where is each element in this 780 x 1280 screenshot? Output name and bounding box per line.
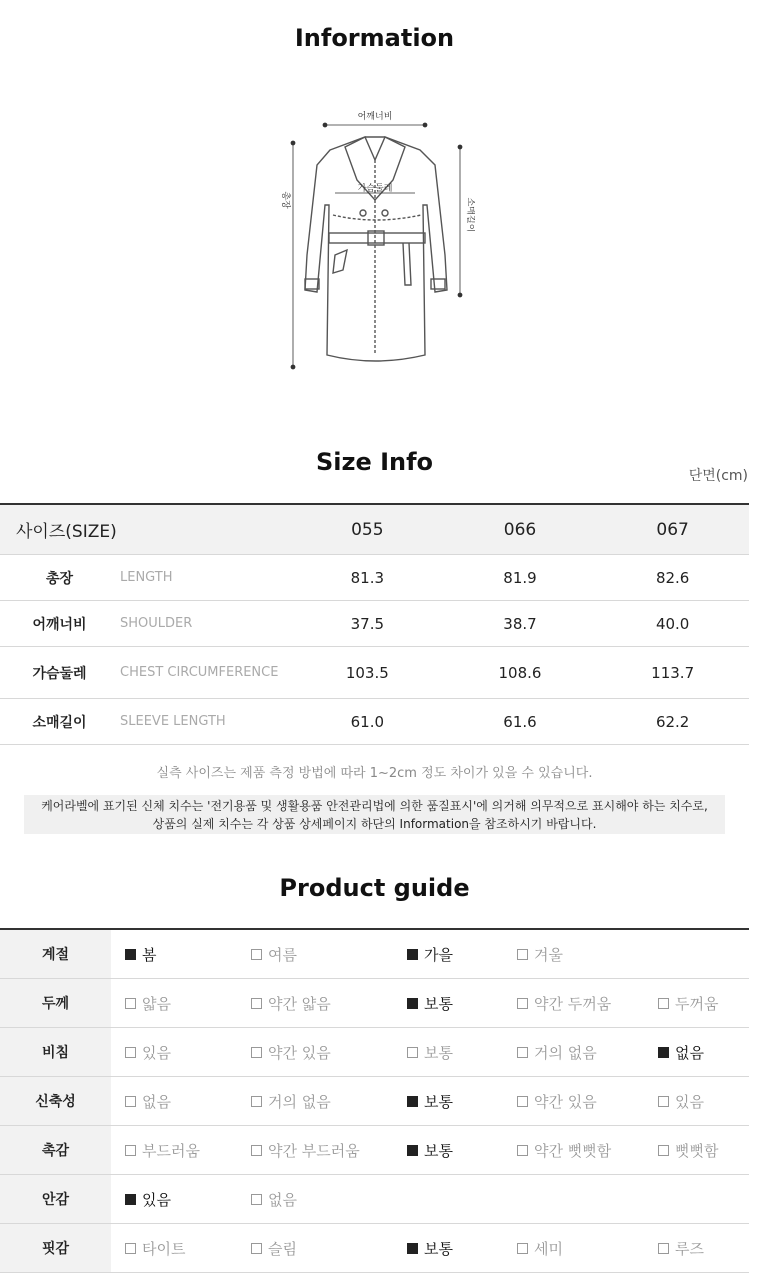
- checked-box-icon: [658, 1047, 669, 1058]
- unchecked-box-icon: [517, 1047, 528, 1058]
- unchecked-box-icon: [658, 1096, 669, 1107]
- guide-option: [237, 1028, 393, 1077]
- size-header-label: 사이즈(SIZE): [0, 504, 291, 555]
- guide-option: [393, 1028, 503, 1077]
- table-row: [0, 647, 749, 699]
- guide-option: [111, 979, 237, 1028]
- table-row: [0, 699, 749, 745]
- information-title: Information: [294, 24, 455, 52]
- guide-option-label: 겨울: [534, 945, 563, 964]
- guide-option: [111, 1224, 237, 1273]
- guide-option: [503, 1028, 644, 1077]
- guide-option-label: 약간 얇음: [268, 994, 331, 1013]
- guide-option: [503, 1077, 644, 1126]
- unchecked-box-icon: [407, 1047, 418, 1058]
- guide-row: [0, 929, 749, 979]
- guide-option: [644, 1224, 749, 1273]
- guide-category: 안감: [0, 1175, 111, 1224]
- guide-option-label: 뻣뻣함: [675, 1141, 719, 1160]
- guide-option-label: 보통: [424, 1141, 453, 1160]
- guide-option-label: 약간 부드러움: [268, 1141, 360, 1160]
- guide-option: [237, 979, 393, 1028]
- row-label-ko: 가슴둘레: [0, 647, 119, 699]
- guide-row: [0, 979, 749, 1028]
- row-label-en: SLEEVE LENGTH: [119, 699, 291, 745]
- checked-box-icon: [125, 1194, 136, 1205]
- length-label: 총장: [280, 191, 290, 209]
- guide-row: [0, 1175, 749, 1224]
- cell-value: 61.0: [291, 699, 444, 745]
- guide-option: [237, 1077, 393, 1126]
- guide-option: [111, 1077, 237, 1126]
- unchecked-box-icon: [125, 1145, 136, 1156]
- product-guide-title: Product guide: [279, 874, 470, 902]
- guide-category: 비침: [0, 1028, 111, 1077]
- guide-category: 핏감: [0, 1224, 111, 1273]
- size-info-title: Size Info: [315, 448, 434, 476]
- size-table: [0, 503, 749, 745]
- checked-box-icon: [407, 949, 418, 960]
- guide-option-label: 없음: [675, 1043, 704, 1062]
- unchecked-box-icon: [251, 1194, 262, 1205]
- guide-option-label: 있음: [142, 1190, 171, 1209]
- cell-value: 40.0: [596, 601, 749, 647]
- guide-option-label: 루즈: [675, 1239, 704, 1258]
- guide-option: [644, 929, 749, 979]
- checked-box-icon: [125, 949, 136, 960]
- row-label-ko: 소매길이: [0, 699, 119, 745]
- guide-option: [503, 1126, 644, 1175]
- checked-box-icon: [407, 1145, 418, 1156]
- unchecked-box-icon: [251, 1096, 262, 1107]
- cell-value: 38.7: [444, 601, 597, 647]
- row-label-ko: 총장: [0, 555, 119, 601]
- guide-option-label: 두꺼움: [675, 994, 719, 1013]
- unchecked-box-icon: [251, 998, 262, 1009]
- cell-value: 37.5: [291, 601, 444, 647]
- guide-option: [111, 929, 237, 979]
- guide-option: [393, 929, 503, 979]
- guide-option-label: 보통: [424, 1239, 453, 1258]
- cell-value: 108.6: [444, 647, 597, 699]
- guide-option: [644, 1126, 749, 1175]
- guide-option: [393, 1224, 503, 1273]
- guide-row: [0, 1224, 749, 1273]
- guide-option: [111, 1126, 237, 1175]
- unchecked-box-icon: [125, 1243, 136, 1254]
- cell-value: 113.7: [596, 647, 749, 699]
- guide-option-label: 보통: [424, 1043, 453, 1062]
- size-note: 실측 사이즈는 제품 측정 방법에 따라 1~2cm 정도 차이가 있을 수 있습니다.: [156, 766, 593, 781]
- guide-option-label: 얇음: [142, 994, 171, 1013]
- guide-option-label: 가을: [424, 945, 453, 964]
- guide-option-label: 보통: [424, 994, 453, 1013]
- guide-row: [0, 1028, 749, 1077]
- guide-option-label: 약간 뻣뻣함: [534, 1141, 612, 1160]
- unchecked-box-icon: [517, 1243, 528, 1254]
- row-label-ko: 어깨너비: [0, 601, 119, 647]
- table-row: [0, 601, 749, 647]
- size-header-055: 055: [291, 504, 444, 555]
- guide-option-label: 없음: [268, 1190, 297, 1209]
- checked-box-icon: [407, 998, 418, 1009]
- row-label-en: LENGTH: [119, 555, 291, 601]
- guide-option: [111, 1028, 237, 1077]
- row-label-en: SHOULDER: [119, 601, 291, 647]
- guide-option-label: 거의 없음: [268, 1092, 331, 1111]
- cell-value: 82.6: [596, 555, 749, 601]
- guide-option: [393, 1175, 503, 1224]
- guide-option: [503, 1175, 644, 1224]
- guide-option-label: 있음: [142, 1043, 171, 1062]
- guide-option-label: 여름: [268, 945, 297, 964]
- row-label-en: CHEST CIRCUMFERENCE: [119, 647, 291, 699]
- size-header-066: 066: [444, 504, 597, 555]
- unchecked-box-icon: [658, 1145, 669, 1156]
- guide-option-label: 거의 없음: [534, 1043, 597, 1062]
- guide-option: [503, 979, 644, 1028]
- unit-label: 단면(cm): [688, 468, 748, 484]
- size-table-header: [0, 504, 749, 555]
- cell-value: 81.9: [444, 555, 597, 601]
- notice-line: 상품의 실제 치수는 각 상품 상세페이지 하단의 Information을 참조하시기 바랍니다.: [152, 817, 597, 831]
- guide-option: [503, 1224, 644, 1273]
- guide-option: [644, 1077, 749, 1126]
- guide-option: [644, 1175, 749, 1224]
- cell-value: 81.3: [291, 555, 444, 601]
- unchecked-box-icon: [517, 1145, 528, 1156]
- guide-option-label: 약간 있음: [534, 1092, 597, 1111]
- guide-option-label: 있음: [675, 1092, 704, 1111]
- unchecked-box-icon: [251, 1243, 262, 1254]
- chest-label: 가슴둘레: [357, 184, 393, 194]
- guide-option-label: 없음: [142, 1092, 171, 1111]
- unchecked-box-icon: [125, 998, 136, 1009]
- coat-diagram: [275, 105, 475, 390]
- guide-option: [237, 1126, 393, 1175]
- cell-value: 62.2: [596, 699, 749, 745]
- guide-option: [644, 1028, 749, 1077]
- sleeve-label: 소매길이: [465, 197, 475, 233]
- guide-row: [0, 1126, 749, 1175]
- table-row: [0, 555, 749, 601]
- guide-category: 촉감: [0, 1126, 111, 1175]
- guide-option: [503, 929, 644, 979]
- product-guide-table: [0, 928, 749, 1273]
- guide-option: [393, 1077, 503, 1126]
- guide-option-label: 타이트: [142, 1239, 186, 1258]
- unchecked-box-icon: [251, 1047, 262, 1058]
- guide-option-label: 보통: [424, 1092, 453, 1111]
- guide-option: [237, 1224, 393, 1273]
- unchecked-box-icon: [658, 998, 669, 1009]
- guide-option-label: 부드러움: [142, 1141, 200, 1160]
- guide-option-label: 세미: [534, 1239, 563, 1258]
- cell-value: 103.5: [291, 647, 444, 699]
- unchecked-box-icon: [125, 1096, 136, 1107]
- guide-category: 신축성: [0, 1077, 111, 1126]
- unchecked-box-icon: [125, 1047, 136, 1058]
- guide-category: 계절: [0, 929, 111, 979]
- guide-option: [237, 929, 393, 979]
- guide-option: [393, 979, 503, 1028]
- unchecked-box-icon: [658, 1243, 669, 1254]
- size-header-067: 067: [596, 504, 749, 555]
- guide-option: [237, 1175, 393, 1224]
- guide-option: [644, 979, 749, 1028]
- checked-box-icon: [407, 1243, 418, 1254]
- guide-option: [111, 1175, 237, 1224]
- guide-row: [0, 1077, 749, 1126]
- care-label-notice: [24, 795, 725, 834]
- unchecked-box-icon: [517, 949, 528, 960]
- unchecked-box-icon: [251, 949, 262, 960]
- cell-value: 61.6: [444, 699, 597, 745]
- checked-box-icon: [407, 1096, 418, 1107]
- guide-option-label: 약간 두꺼움: [534, 994, 612, 1013]
- notice-line: 케어라벨에 표기된 신체 치수는 '전기용품 및 생활용품 안전관리법에 의한 품질표시'에 의거해 의무적으로 표시해야 하는 치수로,: [41, 799, 708, 813]
- shoulder-label: 어깨너비: [357, 112, 393, 122]
- guide-category: 두께: [0, 979, 111, 1028]
- unchecked-box-icon: [517, 1096, 528, 1107]
- guide-option: [393, 1126, 503, 1175]
- guide-option-label: 봄: [142, 945, 157, 964]
- guide-option-label: 슬림: [268, 1239, 297, 1258]
- unchecked-box-icon: [517, 998, 528, 1009]
- unchecked-box-icon: [251, 1145, 262, 1156]
- guide-option-label: 약간 있음: [268, 1043, 331, 1062]
